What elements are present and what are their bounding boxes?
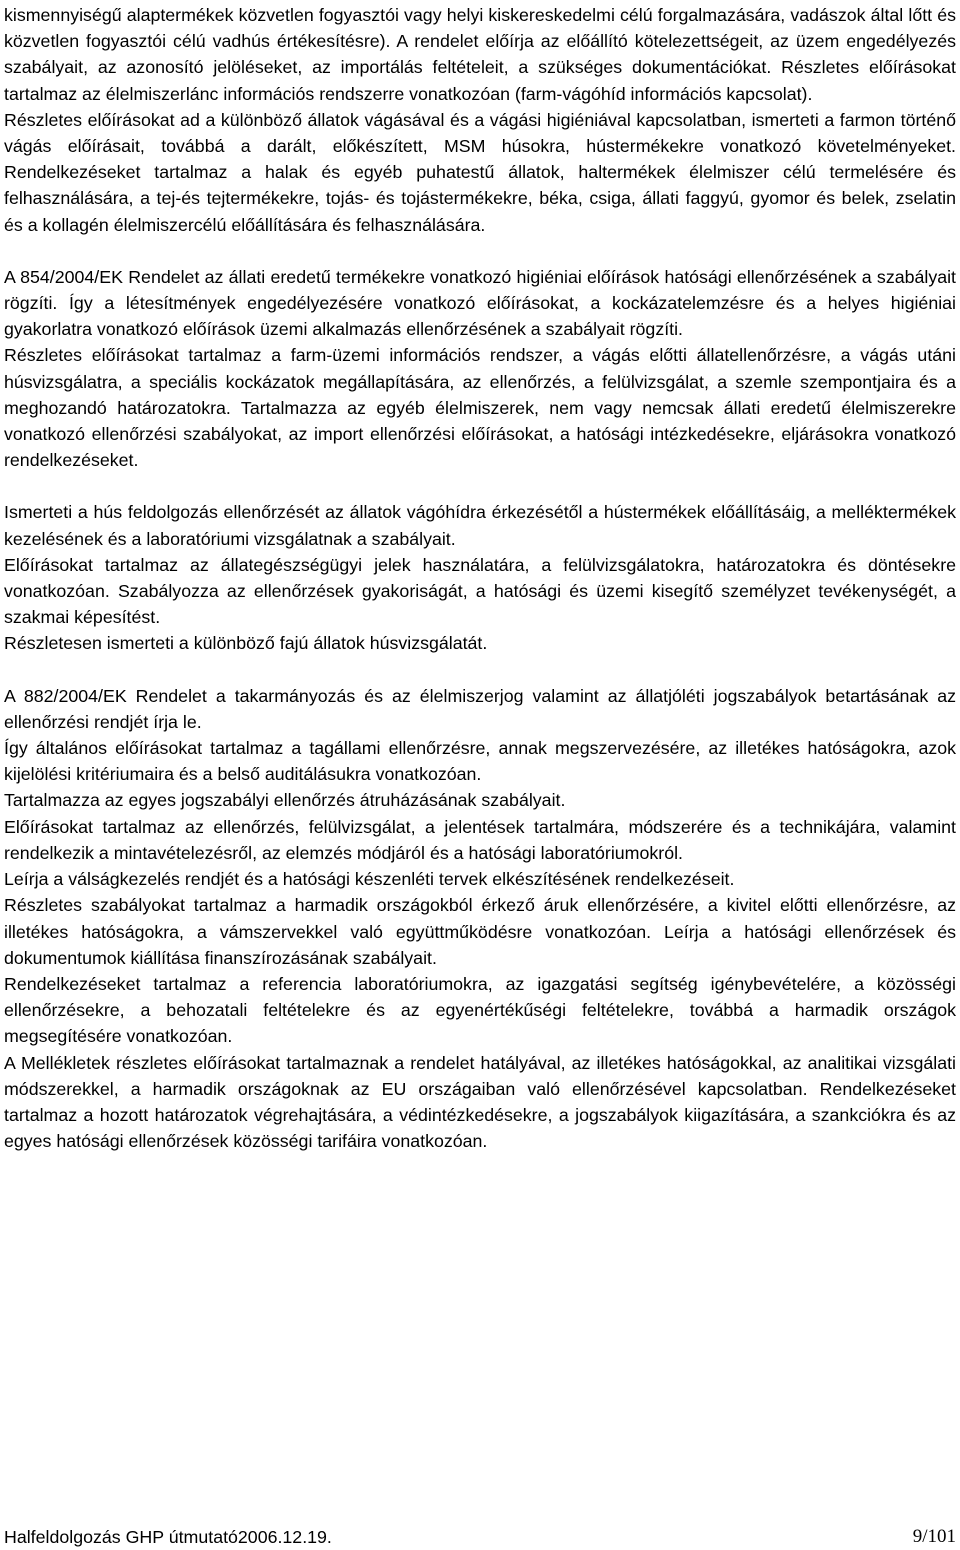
paragraph: A Mellékletek részletes előírásokat tartalmaznak a rendelet hatályával, az illetékes hatóságokkal, az analitikai vizsgálati módszerekkel, a harmadik országoknak az EU országaiban való ellenőrzésével kapcsolatban. Rendelkezéseket tartalmaz a hozott határozatok végrehajtására, a védintézkedésekre, a jogszabályok kiigazítására, a szankciókra és az egyes hatósági ellenőrzések közösségi tarifáira vonatkozóan.	[4, 1052, 956, 1152]
paragraph: Leírja a válságkezelés rendjét és a hatósági készenléti tervek elkészítésének rendelkezéseit.	[4, 869, 735, 890]
document-body	[4, 2, 956, 1154]
page-footer	[4, 1524, 956, 1550]
footer-document-title: Halfeldolgozás GHP útmutató2006.12.19.	[4, 1527, 332, 1547]
paragraph: A 854/2004/EK Rendelet az állati eredetű termékekre vonatkozó higiéniai előírások hatósági ellenőrzésének a szabályait rögzíti. Így a létesítmények engedélyezésére vonatkozó előírásokat, a kockázatelemzésre és a helyes higiéniai gyakorlatra vonatkozó előírások üzemi alkalmazás ellenőrzésének a szabályait rögzíti.	[4, 266, 956, 340]
paragraph: A 882/2004/EK Rendelet a takarmányozás és az élelmiszerjog valamint az állatjóléti jogszabályok betartásának az ellenőrzési rendjét írja le.	[4, 685, 956, 732]
paragraph: Részletes előírásokat tartalmaz a farm-üzemi információs rendszer, a vágás előtti állatellenőrzésre, a vágás utáni húsvizsgálatra, a speciális kockázatok megállapítására, az ellenőrzés, a felülvizsgálat, a szemle szempontjaira és a meghozandó határozatokra. Tartalmazza az egyéb élelmiszerek, nem vagy nemcsak állati eredetű élelmiszerekre vonatkozó ellenőrzési szabályokat, az import ellenőrzési előírásokat, a hatósági intézkedésekre, eljárásokra vonatkozó rendelkezéseket.	[4, 345, 956, 471]
paragraph: Ismerteti a hús feldolgozás ellenőrzését az állatok vágóhídra érkezésétől a hústermékek előállításáig, a melléktermékek kezelésének és a laboratóriumi vizsgálatnak a szabályait.	[4, 502, 956, 549]
page-number: 9/101	[912, 1526, 956, 1547]
paragraph: Rendelkezéseket tartalmaz a referencia laboratóriumokra, az igazgatási segítség igénybevételére, a közösségi ellenőrzésekre, a behozatali feltételekre és az egyenértékűségi feltételekre, továbbá a harmadik országok megsegítésére vonatkozóan.	[4, 973, 956, 1047]
paragraph: kismennyiségű alaptermékek közvetlen fogyasztói vagy helyi kiskereskedelmi célú forgalmazására, vadászok által lőtt és közvetlen fogyasztói célú vadhús értékesítésre). A rendelet előírja az előállító kötelezettségeit, az üzem engedélyezés szabályait, az azonosító jelöléseket, az importálás feltételeit, a szükséges dokumentációkat. Részletes előírásokat tartalmaz az élelmiszerlánc információs rendszerre vonatkozóan (farm-vágóhíd információs kapcsolat).	[4, 5, 956, 104]
paragraph: Tartalmazza az egyes jogszabályi ellenőrzés átruházásának szabályait.	[4, 790, 566, 811]
paragraph: Részletesen ismerteti a különböző fajú állatok húsvizsgálatát.	[4, 633, 488, 654]
paragraph: Előírásokat tartalmaz az állategészségügyi jelek használatára, a felülvizsgálatokra, határozatokra és döntésekre vonatkozóan. Szabályozza az ellenőrzések gyakoriságát, a hatósági és üzemi kisegítő személyzet tevékenységét, a szakmai képesítést.	[4, 554, 956, 628]
paragraph: Előírásokat tartalmaz az ellenőrzés, felülvizsgálat, a jelentések tartalmára, módszerére és a technikájára, valamint rendelkezik a mintavételezésről, az elemzés módjáról és a hatósági laboratóriumokról.	[4, 816, 956, 863]
paragraph: Részletes szabályokat tartalmaz a harmadik országokból érkező áruk ellenőrzésére, a kivitel előtti ellenőrzésre, az illetékes hatóságokra, a vámszervekkel való együttműködésre vonatkozóan. Leírja a hatósági ellenőrzések és dokumentumok kiállítása finanszírozásának szabályait.	[4, 895, 956, 968]
paragraph: Így általános előírásokat tartalmaz a tagállami ellenőrzésre, annak megszervezésére, az illetékes hatóságokra, azok kijelölési kritériumaira és a belső auditálásukra vonatkozóan.	[4, 738, 956, 785]
paragraph: Részletes előírásokat ad a különböző állatok vágásával és a vágási higiéniával kapcsolatban, ismerteti a farmon történő vágás előírásait, továbbá a darált, előkészített, MSM húsokra, hústermékekre vonatkozó követelményeket. Rendelkezéseket tartalmaz a halak és egyéb puhatestű állatok, haltermékek élelmiszer célú termelésére és felhasználására, a tej-és tejtermékekre, tojás- és tojástermékekre, béka, csiga, állati faggyú, gyomor és belek, zselatin és a kollagén élelmiszercélú előállítására és felhasználására.	[4, 109, 956, 235]
